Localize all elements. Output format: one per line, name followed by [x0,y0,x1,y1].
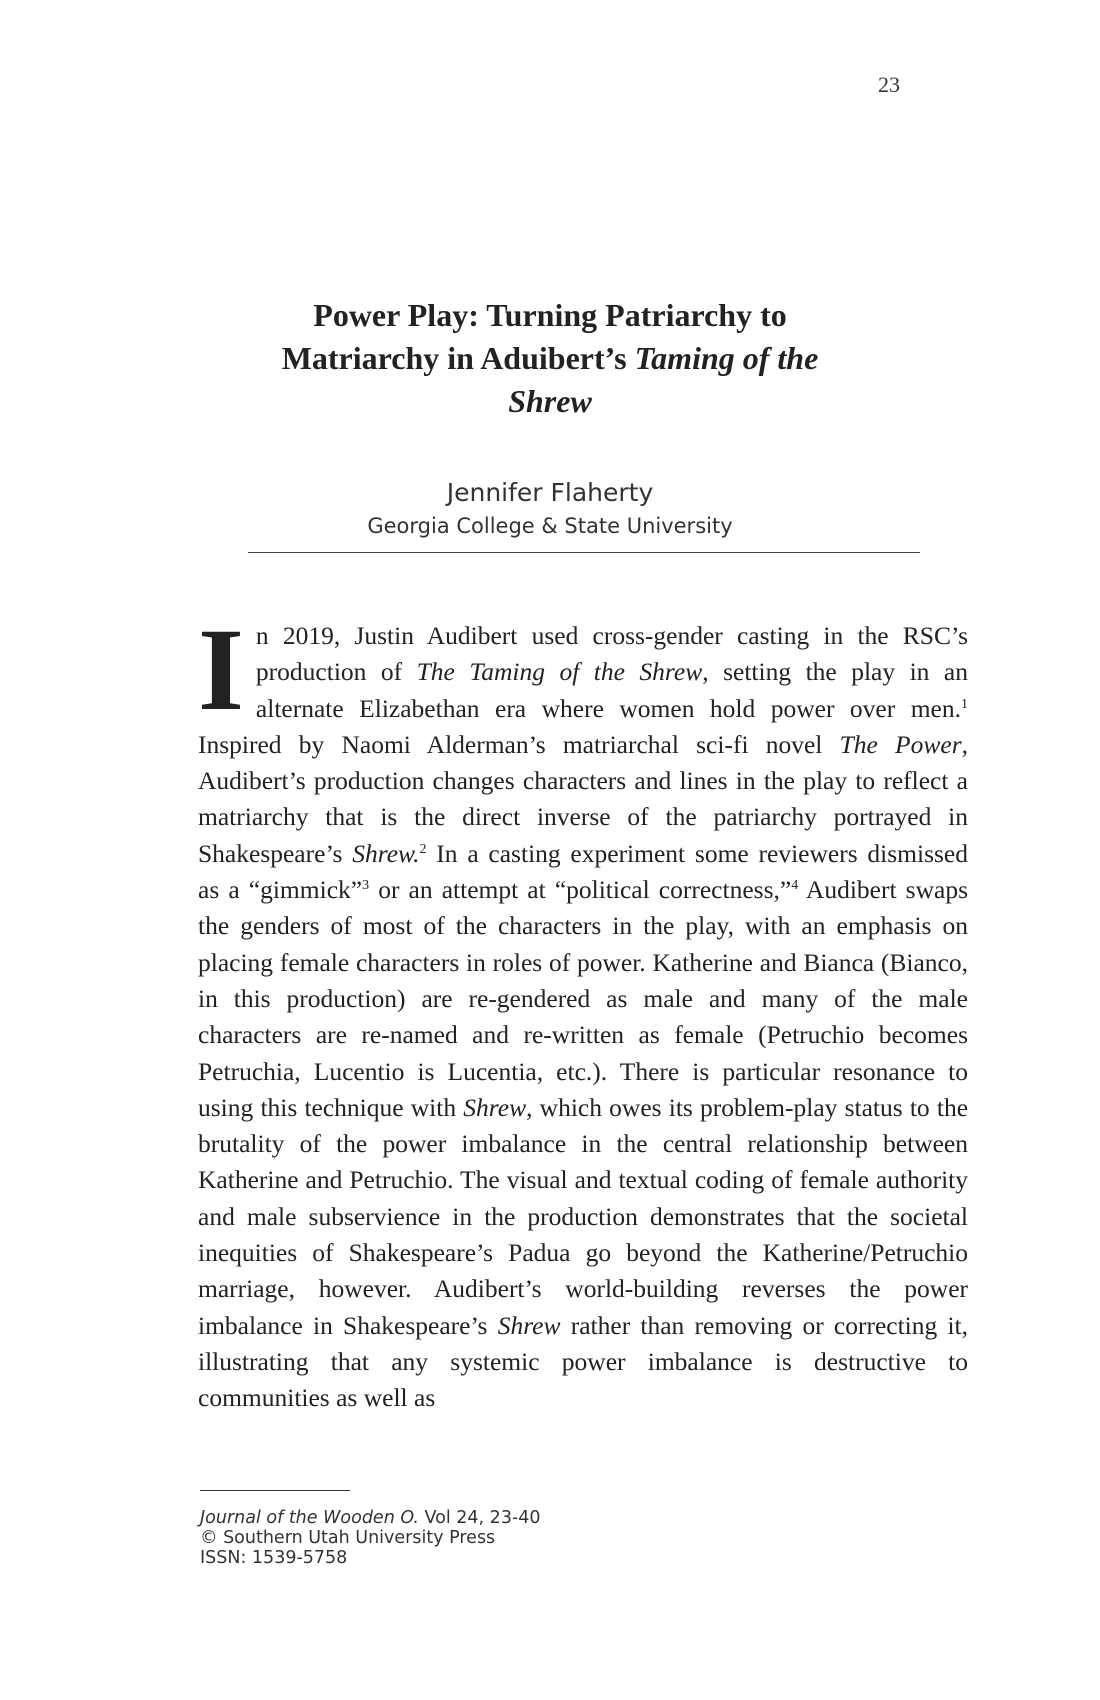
body-content [198,604,969,1413]
publication-info [200,1508,541,1568]
body-text-run: In a casting experiment some reviewers dismissed as a “gimmick” [198,838,968,905]
footnote-divider [200,1490,350,1491]
body-paragraph [198,604,969,1417]
footnote-ref: 2 [419,841,427,857]
issn-line: ISSN: 1539-5758 [200,1548,348,1568]
italic-title: Shrew [463,1092,527,1122]
body-text-run: or an attempt at “political correctness,” [369,875,792,905]
article-title [200,294,900,423]
journal-name: Journal of the Wooden O. [200,1508,419,1528]
italic-title: Shrew [497,1310,561,1340]
header-divider [248,552,920,553]
italic-title: The Taming of the Shrew [416,657,703,687]
body-text-run: , which owes its problem-play status to the brutality of the power imbalance in the central relationship between Katherine and Petruchio. The visual and textual coding of female authority and male subservience in the production demonstrates that the societal inequities of Shakespeare’s Padua go beyond the Katherine/Petruchio marriage, however. Audibert’s world-building reverses the power imbalance in Shakespeare’s [198,1092,969,1340]
page-number: 23 [878,72,900,97]
title-plain: Matriarchy in Aduibert’s [281,340,635,376]
author-name: Jennifer Flaherty [446,478,654,507]
footnote-ref: 1 [961,696,968,712]
title-line-2 [200,337,900,380]
body-text-run: , Audibert’s production changes characters and lines in the play to reflect a matriarchy that is the direct inverse of the patriarchy portrayed in Shakespeare’s [198,729,968,868]
author-affiliation: Georgia College & State University [367,514,733,538]
body-text-run: n 2019, Justin Audibert used cross-gender casting in the RSC’s production of [255,621,968,687]
body-text-run: rather than removing or correcting it, illustrating that any systemic power imbalance is destructive to communities as well as [198,1310,969,1413]
italic-title: The Power [839,729,962,759]
volume-pages: Vol 24, 23-40 [418,1508,541,1528]
title-line-3 [200,380,900,423]
copyright-line: © Southern Utah University Press [200,1528,496,1548]
journal-citation [200,1508,541,1528]
title-italic: Taming of the [634,340,819,376]
drop-cap: I [198,604,244,735]
title-italic-shrew: Shrew [508,383,592,419]
italic-title: Shrew. [352,838,420,868]
body-text-run: Inspired by Naomi Alderman’s matriarchal sci-fi novel [198,729,840,759]
footnote-ref: 3 [362,878,370,894]
body-text-run: , setting the play in an alternate Elizabethan era where women hold power over men. [255,657,968,723]
body-text-run: Audibert swaps the genders of most of the characters in the play, with an emphasis on placing female characters in roles of power. Katherine and Bianca (Bianco, in this production) are re-gendered as male and many of the male characters are re-named and re-written as female (Petruchio becomes Petruchia, Lucentio is Lucentia, etc.). There is particular resonance to using this technique with [198,875,968,1122]
footnote-ref: 4 [791,878,799,894]
title-line-1: Power Play: Turning Patriarchy to [313,297,787,333]
